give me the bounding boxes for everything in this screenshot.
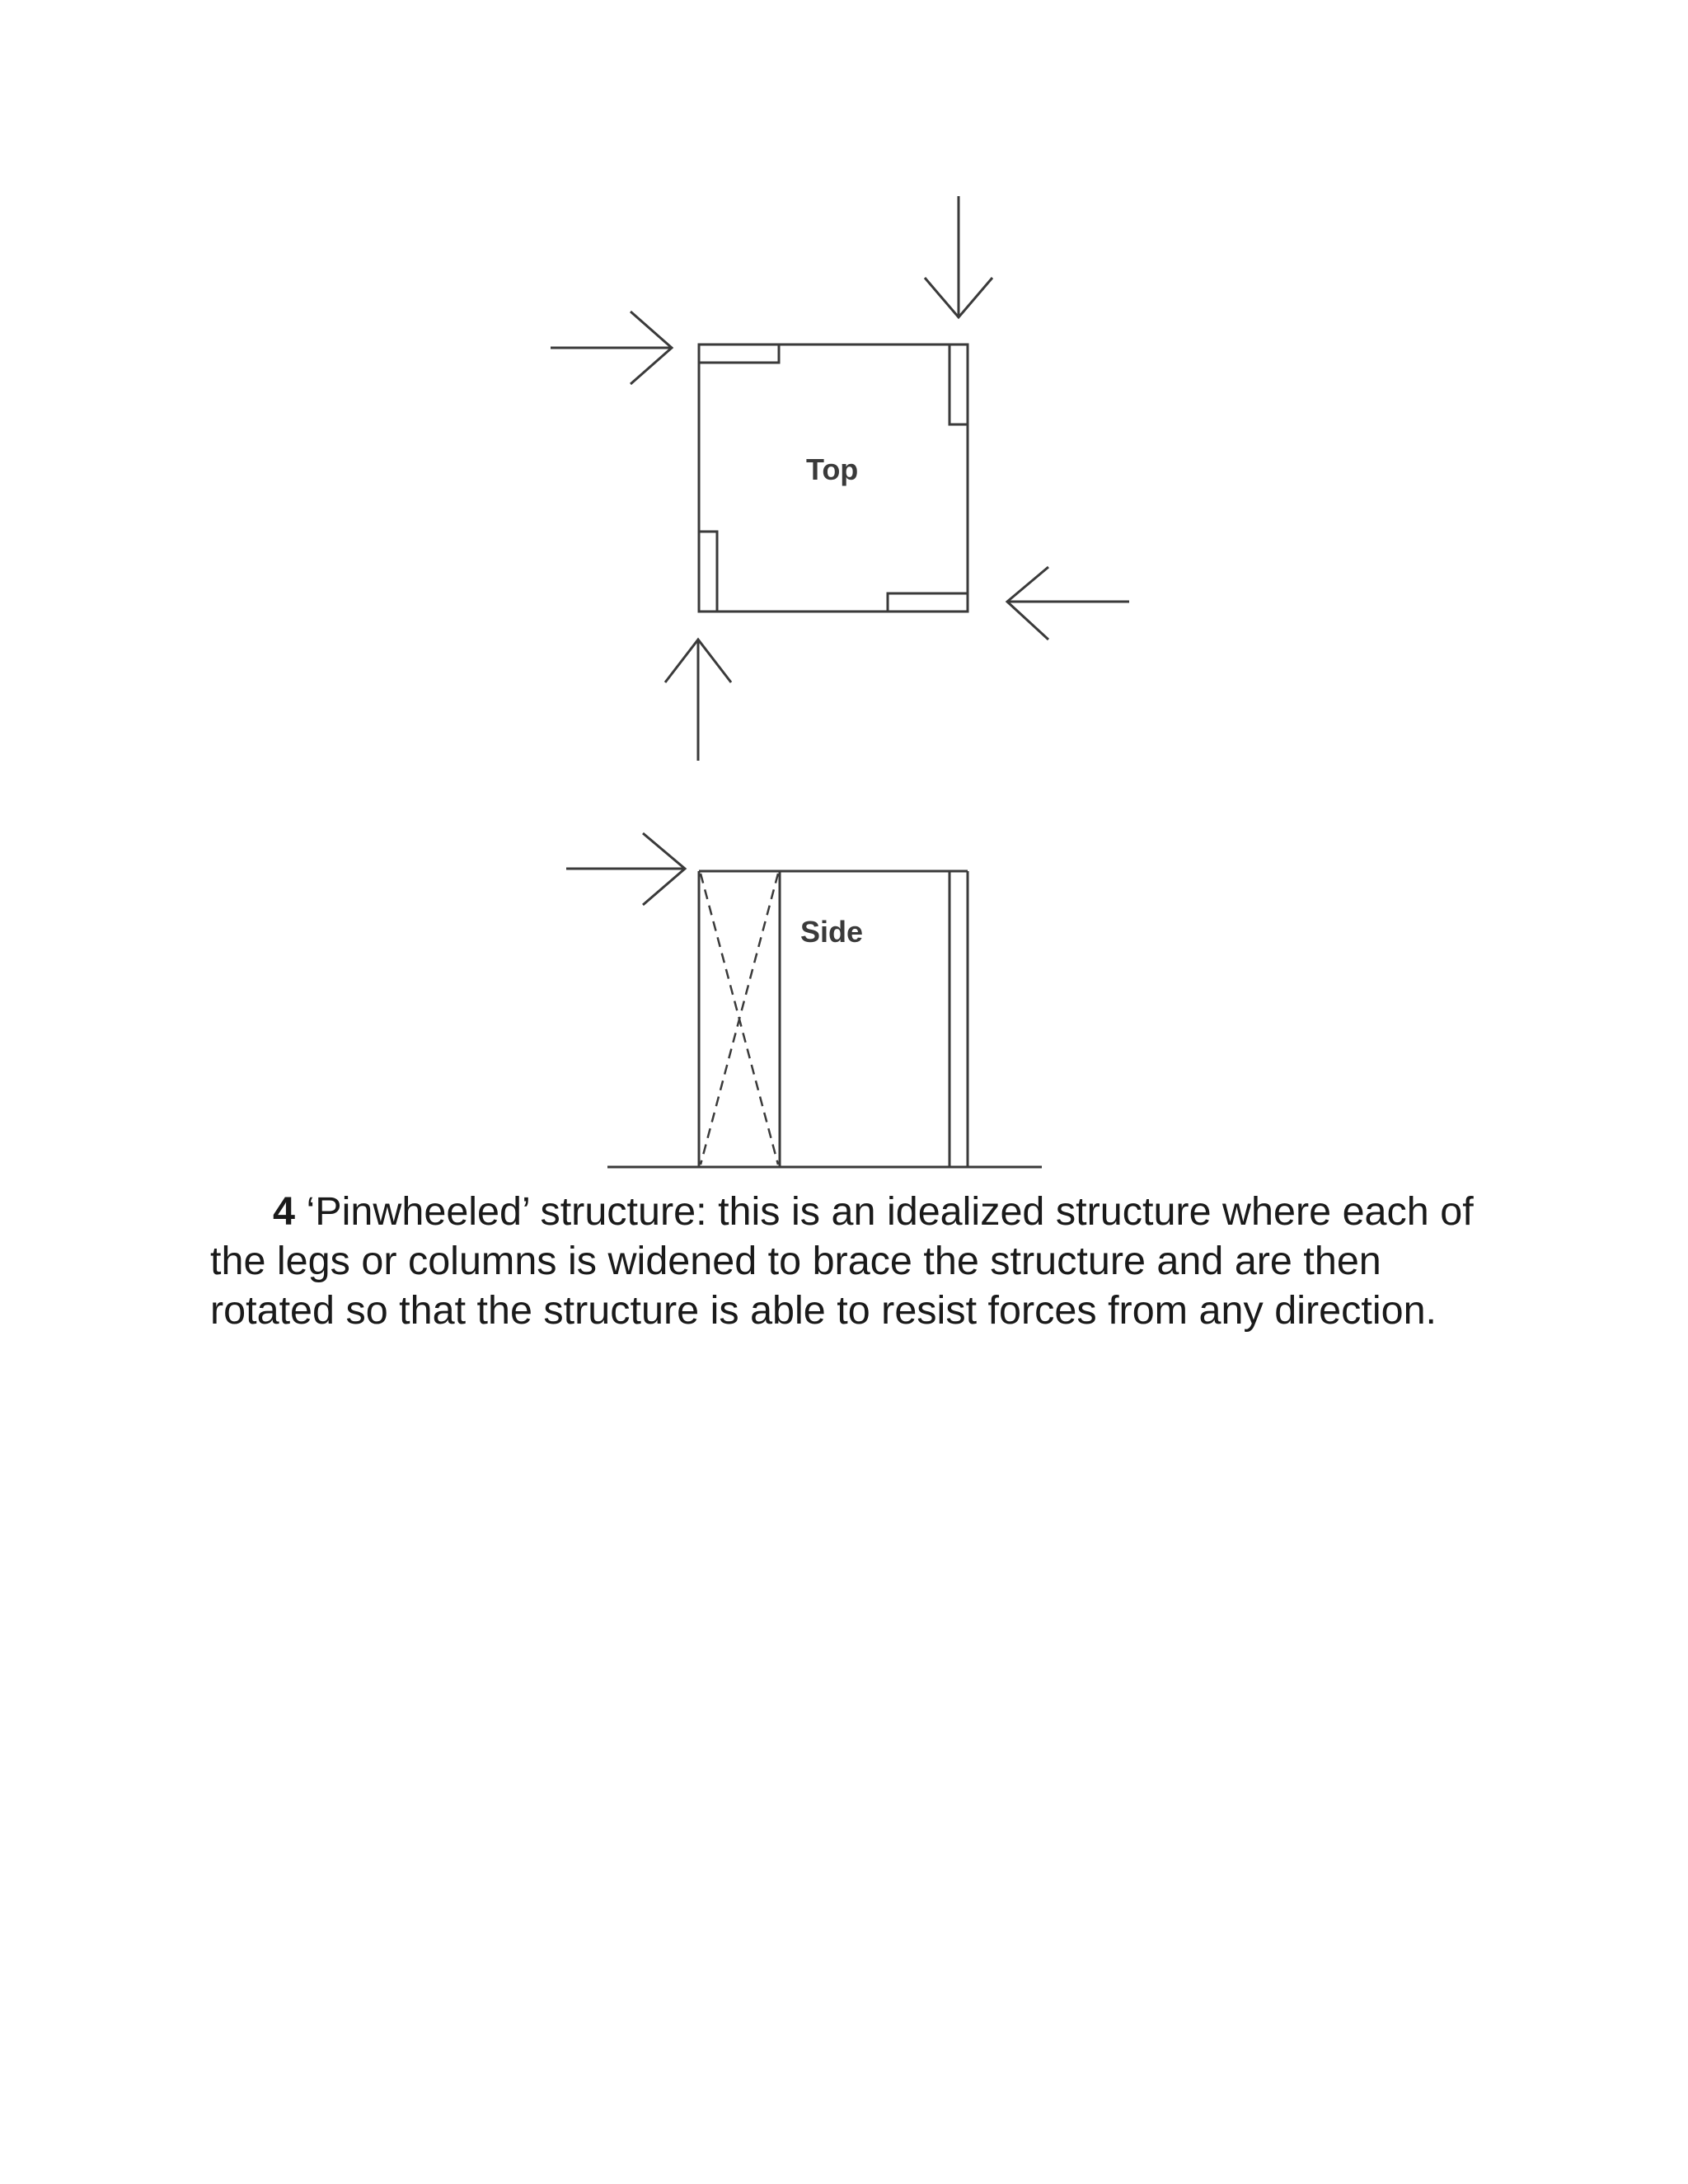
top-view-label: Top — [806, 452, 859, 486]
bottom-right-leg — [888, 593, 968, 612]
bottom-left-leg — [699, 532, 717, 612]
figure-caption — [210, 1187, 1479, 1335]
caption-text: ‘Pinwheeled’ structure: this is an idealized structure where each of the legs or columns is widened to brace the structure and are then rotated so that the structure is able to resist forces from any direction. — [210, 1189, 1474, 1333]
figure-number: 4 — [273, 1189, 295, 1234]
arrow-from-top — [925, 196, 992, 317]
side-view-label: Side — [800, 915, 864, 949]
arrow-from-right — [1007, 567, 1129, 640]
arrow-from-bottom — [665, 640, 731, 761]
arrow-from-left — [551, 312, 672, 384]
side-force-arrow — [566, 833, 685, 905]
top-right-leg — [950, 344, 968, 424]
cross-bracing — [701, 874, 778, 1165]
top-left-leg — [699, 344, 779, 363]
